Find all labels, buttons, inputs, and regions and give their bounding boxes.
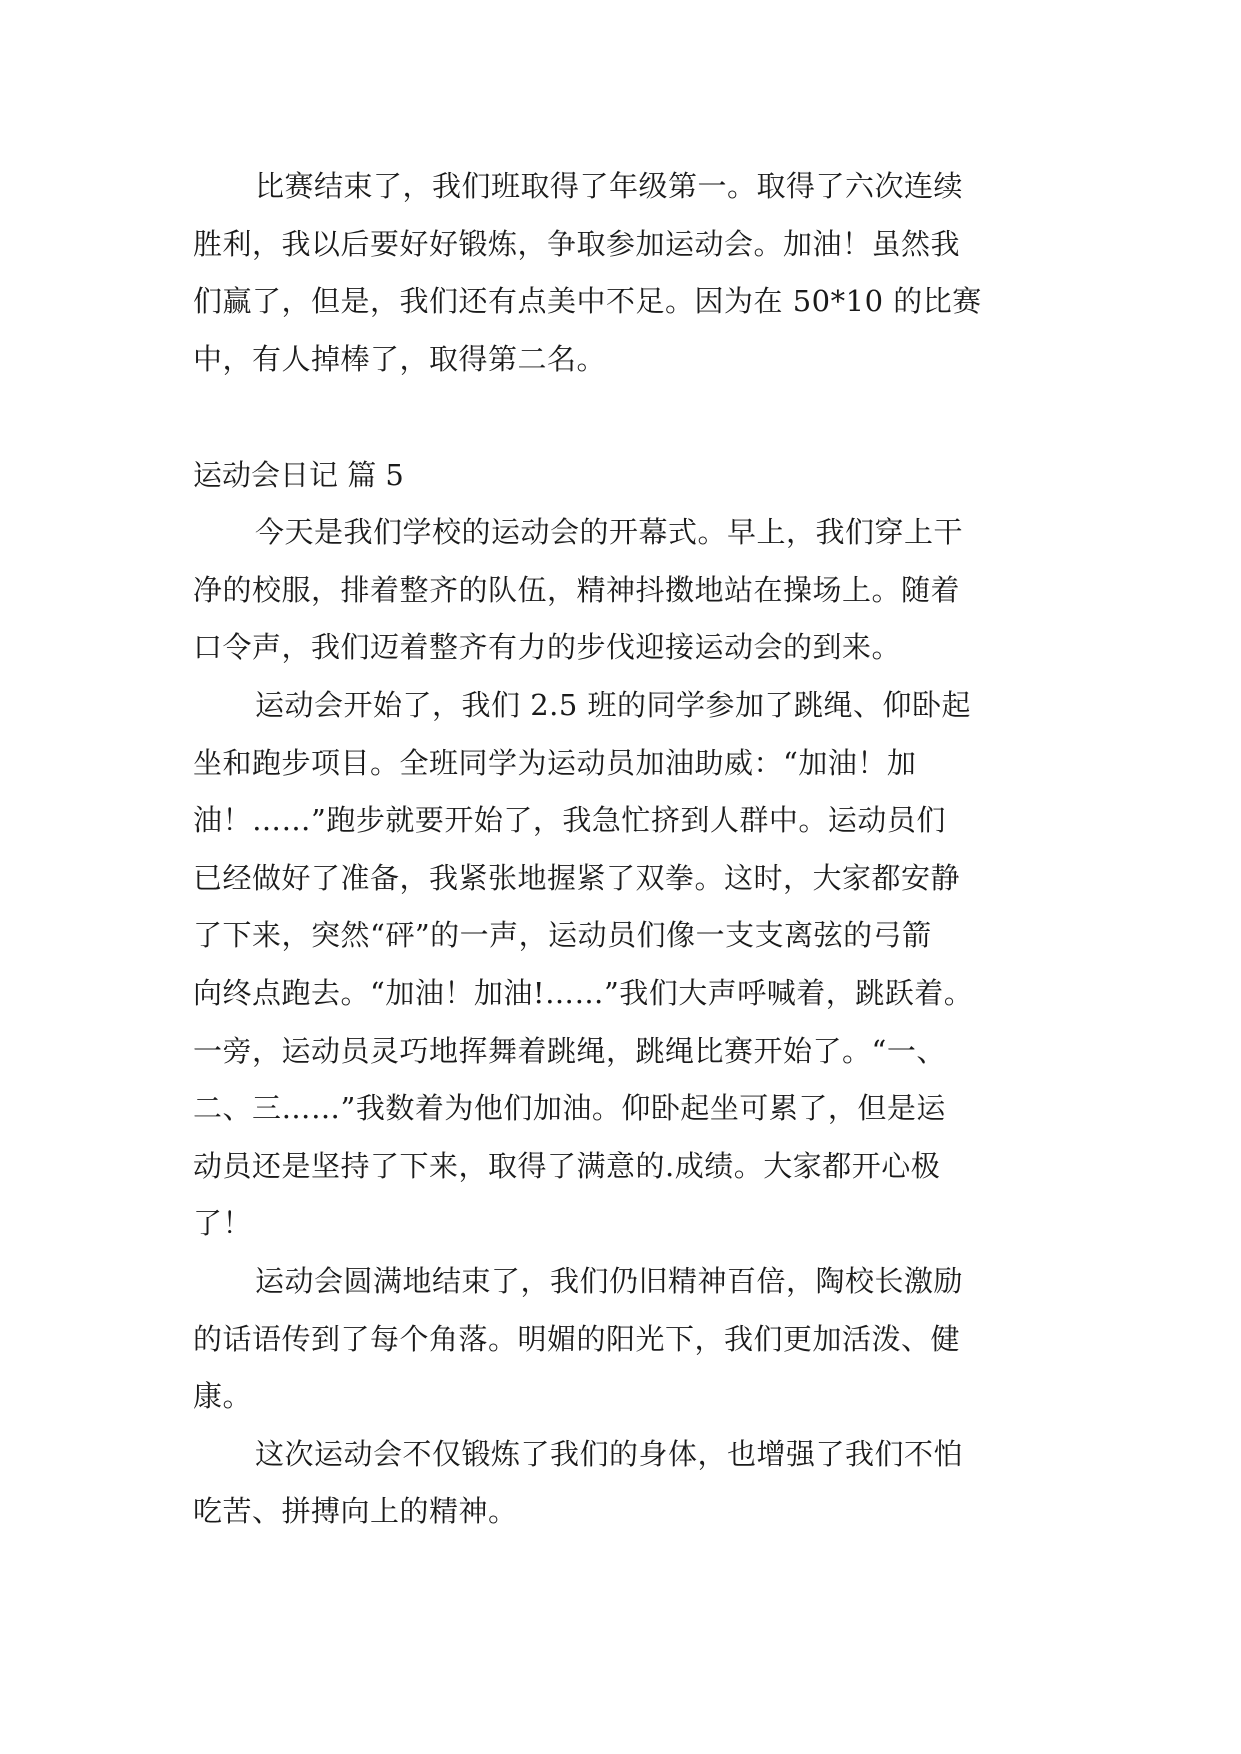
paragraph-5-line-2: 吃苦、拼搏向上的精神。: [193, 1494, 518, 1528]
paragraph-3-line-4: 已经做好了准备，我紧张地握紧了双拳。这时，大家都安静: [193, 861, 961, 895]
paragraph-1-line-3: 们赢了，但是，我们还有点美中不足。因为在 50*10 的比赛: [193, 284, 982, 318]
paragraph-4-line-2: 的话语传到了每个角落。明媚的阳光下，我们更加活泼、健: [193, 1322, 961, 1356]
paragraph-5-line-1: 这次运动会不仅锻炼了我们的身体，也增强了我们不怕: [255, 1437, 964, 1471]
paragraph-3-line-8: 二、三……”我数着为他们加油。仰卧起坐可累了，但是运: [193, 1091, 946, 1125]
paragraph-3-line-3: 油！……”跑步就要开始了，我急忙挤到人群中。运动员们: [193, 803, 946, 837]
paragraph-2-line-3: 口令声，我们迈着整齐有力的步伐迎接运动会的到来。: [193, 630, 902, 664]
paragraph-3-line-9: 动员还是坚持了下来，取得了满意的.成绩。大家都开心极: [193, 1149, 941, 1183]
paragraph-3-line-2: 坐和跑步项目。全班同学为运动员加油助威：“加油！加: [193, 746, 917, 780]
paragraph-2-line-1: 今天是我们学校的运动会的开幕式。早上，我们穿上干: [255, 515, 964, 549]
paragraph-1-line-2: 胜利，我以后要好好锻炼，争取参加运动会。加油！虽然我: [193, 227, 961, 261]
paragraph-3-line-1: 运动会开始了，我们 2.5 班的同学参加了跳绳、仰卧起: [255, 688, 972, 722]
paragraph-2-line-2: 净的校服，排着整齐的队伍，精神抖擞地站在操场上。随着: [193, 573, 961, 607]
paragraph-3-line-10: 了！: [193, 1206, 253, 1240]
paragraph-3-line-6: 向终点跑去。“加油！加油!……”我们大声呼喊着，跳跃着。: [193, 976, 974, 1010]
paragraph-3-line-7: 一旁，运动员灵巧地挥舞着跳绳，跳绳比赛开始了。“一、: [193, 1034, 946, 1068]
paragraph-1-line-1: 比赛结束了，我们班取得了年级第一。取得了六次连续: [255, 169, 964, 203]
paragraph-3-line-5: 了下来，突然“砰”的一声，运动员们像一支支离弦的弓箭: [193, 918, 932, 952]
paragraph-4-line-3: 康。: [193, 1379, 253, 1413]
paragraph-1-line-4: 中，有人掉棒了，取得第二名。: [193, 342, 607, 376]
paragraph-4-line-1: 运动会圆满地结束了，我们仍旧精神百倍，陶校长激励: [255, 1264, 964, 1298]
section-heading: 运动会日记 篇 5: [193, 458, 404, 492]
